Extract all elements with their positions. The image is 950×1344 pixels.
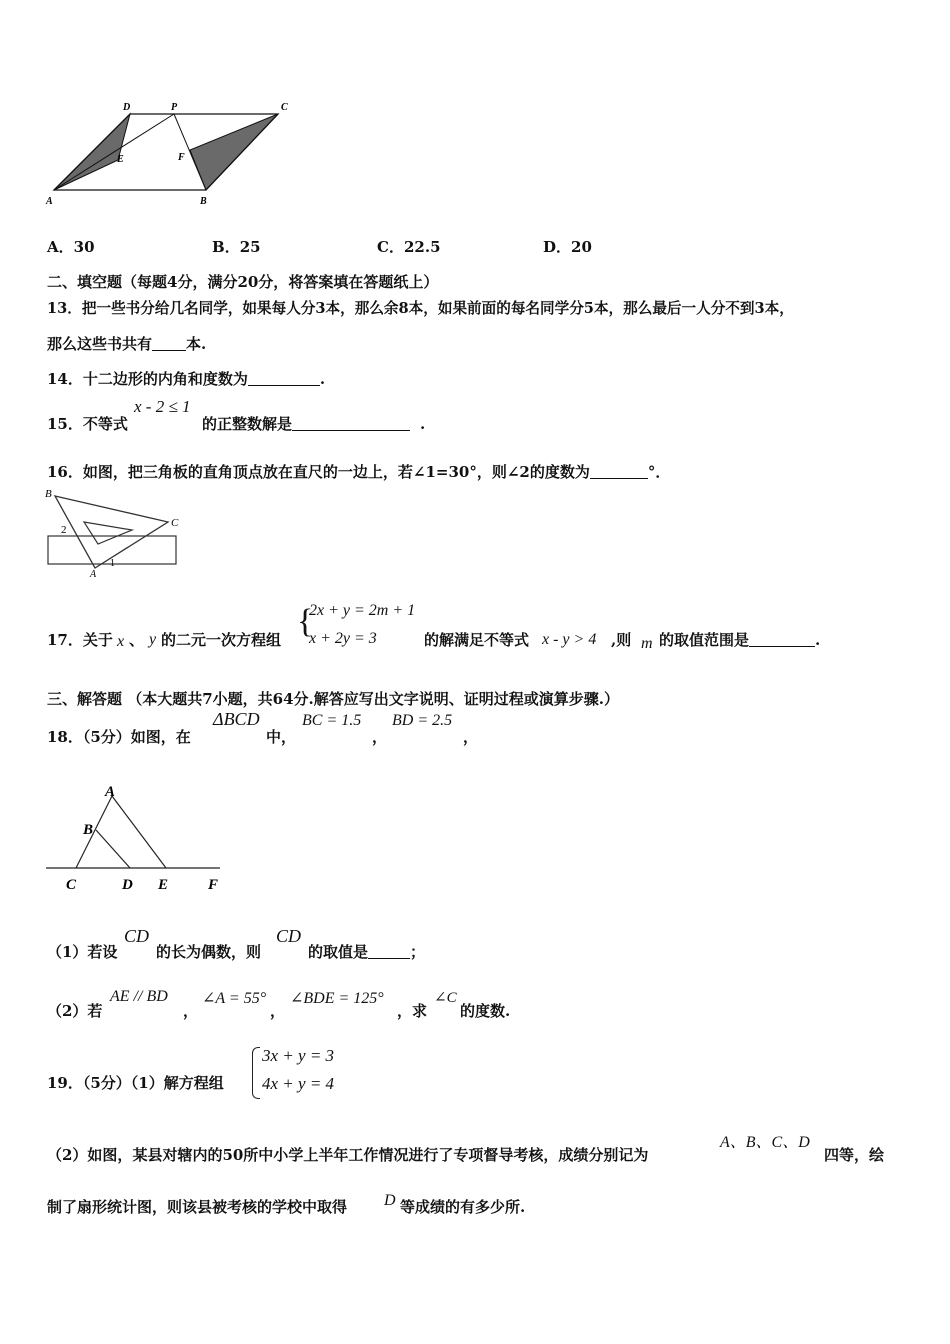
label-p: P [171, 102, 178, 113]
label-c: C [66, 877, 77, 893]
q12-option-d[interactable]: D．20 [543, 238, 592, 256]
q17-var-x: x [117, 633, 125, 650]
triangle-figure [44, 780, 234, 895]
q18-2-angle: ∠C [434, 990, 457, 1006]
label-a: A [46, 196, 53, 207]
label-b: B [45, 488, 52, 500]
label-c: C [281, 102, 288, 113]
label-e: E [117, 154, 124, 165]
label-a: A [90, 569, 97, 578]
q19-2-line2b: 等成绩的有多少所. [400, 1198, 526, 1216]
label-d: D [123, 102, 131, 113]
q18-mid: 中， [266, 728, 297, 746]
q18-1-answer-blank[interactable] [368, 944, 410, 959]
ruler-triangle-figure [40, 488, 190, 578]
q19-eq2: 4x + y = 4 [262, 1074, 335, 1093]
q15-inequality: x - 2 ≤ 1 [134, 397, 191, 416]
q19-2-line1: （2）如图，某县对辖内的50所中小学上半年工作情况进行了专项督导考核，成绩分别记为 [47, 1146, 649, 1164]
label-c: C [171, 517, 179, 529]
q12-option-a[interactable]: A．30 [47, 238, 95, 256]
q17-answer-blank[interactable] [749, 632, 815, 647]
q15-suffix: 的正整数解是 . [202, 415, 426, 433]
q18-2-cond2: ∠A = 55° [202, 990, 267, 1007]
q12-option-c[interactable]: C．22.5 [377, 238, 441, 256]
q18-triangle: ΔBCD [213, 709, 260, 729]
label-angle-2: 2 [61, 524, 67, 536]
q17-var-y: y [149, 631, 157, 648]
label-angle-1: 1 [110, 558, 115, 569]
label-f: F [208, 877, 219, 893]
q13-answer-blank[interactable] [152, 336, 186, 351]
q18-prefix: 18．（5分）如图，在 [47, 728, 191, 746]
q15-prefix: 15．不等式 [47, 415, 128, 433]
q18-2-cond3: ∠BDE = 125° [290, 990, 384, 1007]
q14: 14．十二边形的内角和度数为 . [47, 370, 326, 388]
q13-line1: 13．把一些书分给几名同学，如果每人分3本，那么余8本，如果前面的每名同学分5本，那么最后一人分不到3本， [47, 300, 794, 317]
label-e: E [158, 877, 169, 893]
q17-brace: { [297, 603, 314, 640]
q18-1-cd1: CD [124, 926, 150, 946]
q17-prefix: 17．关于 [47, 631, 113, 649]
q18-comma: ， [372, 728, 388, 746]
q17-mid3: ,则 [611, 631, 632, 649]
label-a: A [105, 784, 116, 800]
q19-2-grade-d: D [384, 1192, 396, 1209]
q19-eq1: 3x + y = 3 [262, 1046, 335, 1065]
label-b: B [83, 822, 94, 838]
q18-2-sep1: ， [183, 1002, 199, 1020]
q18-2-prefix: （2）若 [47, 1002, 103, 1020]
q15-answer-blank[interactable] [292, 416, 410, 431]
q17-var-m: m [641, 635, 653, 652]
q18-bc: BC = 1.5 [302, 712, 362, 729]
segment-bd [96, 830, 130, 868]
parallelogram-outline [54, 114, 278, 190]
section2-title: 二、填空题（每题4分，满分20分，将答案填在答题纸上） [47, 273, 439, 291]
q18-bd: BD = 2.5 [392, 712, 453, 729]
q17-mid2: 的解满足不等式 [424, 631, 530, 649]
parallelogram-figure [40, 98, 300, 213]
q18-1-mid: 的长为偶数，则 [156, 943, 262, 961]
q17-suffix: 的取值范围是 . [659, 631, 821, 649]
q16-answer-blank[interactable] [590, 464, 648, 479]
q17-eq1: 2x + y = 2m + 1 [309, 602, 416, 619]
q18-1-prefix: （1）若设 [47, 943, 118, 961]
q17-sep: 、 [129, 631, 145, 649]
label-f: F [178, 152, 185, 163]
q17-mid: 的二元一次方程组 [161, 631, 282, 649]
segment-ap [54, 114, 174, 190]
q13-line2: 那么这些书共有 本. [47, 335, 207, 353]
set-square-inner [84, 522, 132, 544]
q16: 16．如图，把三角板的直角顶点放在直尺的一边上，若∠1=30°，则∠2的度数为 °． [47, 463, 671, 481]
segment-ca [76, 796, 112, 868]
q18-2-suffix: 的度数. [460, 1002, 511, 1020]
q17-eq2: x + 2y = 3 [309, 630, 377, 647]
q18-2-ask: ，求 [397, 1002, 428, 1020]
label-d: D [122, 877, 133, 893]
q12-option-b[interactable]: B．25 [212, 238, 261, 256]
q18-end: ， [463, 728, 479, 746]
label-b: B [200, 196, 207, 207]
q19-prefix: 19．（5分）（1）解方程组 [47, 1074, 224, 1092]
q17-inequality: x - y > 4 [542, 631, 597, 648]
q14-answer-blank[interactable] [248, 371, 320, 386]
q18-2-cond1: AE // BD [110, 988, 168, 1005]
section3-title: 三、解答题 （本大题共7小题，共64分.解答应写出文字说明、证明过程或演算步骤.） [47, 690, 619, 708]
q19-2-line1-end: 四等，绘 [824, 1146, 885, 1164]
shaded-triangle-right [190, 114, 278, 190]
q18-1-cd2: CD [276, 926, 302, 946]
q18-2-sep2: ， [270, 1002, 286, 1020]
q18-1-suffix: 的取值是 ； [308, 943, 426, 961]
q19-2-grades: A、B、C、D [720, 1134, 810, 1151]
q19-system-brace [252, 1047, 260, 1099]
q19-2-line2a: 制了扇形统计图，则该县被考核的学校中取得 [47, 1198, 348, 1216]
